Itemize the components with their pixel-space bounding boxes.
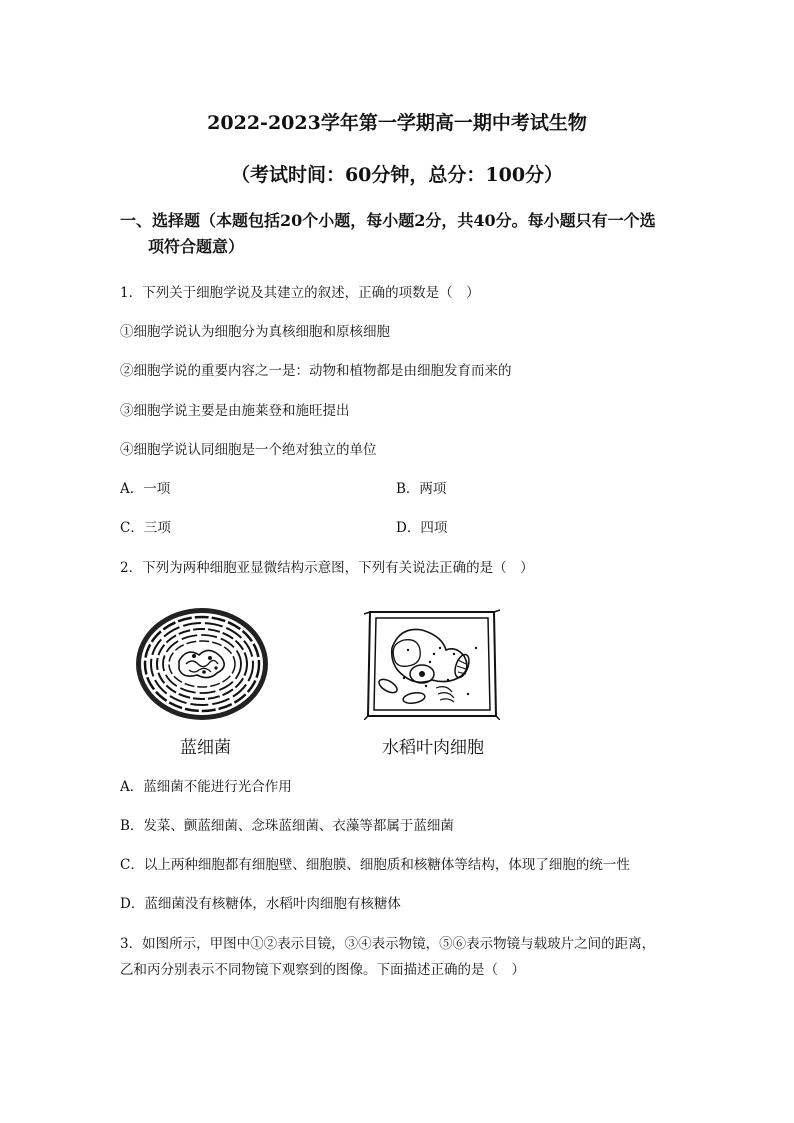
rice-mesophyll-cell-figure [364, 608, 500, 720]
section-heading-line2: 项符合题意） [148, 237, 245, 256]
exam-info: （考试时间：60分钟，总分：100分） [230, 164, 564, 186]
q2-option-b: B．发菜、颤蓝细菌、念珠蓝细菌、衣藻等都属于蓝细菌 [120, 818, 454, 834]
q1-stem: 1．下列关于细胞学说及其建立的叙述，正确的项数是（ ） [120, 285, 480, 301]
q1-statement-3: ③细胞学说主要是由施莱登和施旺提出 [120, 403, 350, 419]
figure-label-cyanobacterium: 蓝细菌 [180, 738, 231, 758]
q1-statement-2: ②细胞学说的重要内容之一是：动物和植物都是由细胞发育而来的 [120, 363, 512, 379]
q2-stem: 2．下列为两种细胞亚显微结构示意图，下列有关说法正确的是（ ） [120, 560, 534, 576]
q1-option-d: D．四项 [396, 520, 448, 536]
q1-statement-1: ①细胞学说认为细胞分为真核细胞和原核细胞 [120, 324, 390, 340]
cyanobacterium-figure [134, 606, 270, 722]
section-heading-line1: 一、选择题（本题包括20个小题，每小题2分，共40分。每小题只有一个选 [120, 211, 656, 230]
q2-option-d: D．蓝细菌没有核糖体，水稻叶肉细胞有核糖体 [120, 896, 401, 912]
q1-option-b: B．两项 [396, 481, 447, 497]
q2-option-a: A．蓝细菌不能进行光合作用 [120, 779, 292, 795]
q1-option-c: C．三项 [120, 520, 171, 536]
q3-stem-line2: 乙和丙分别表示不同物镜下观察到的图像。下面描述正确的是（ ） [120, 962, 525, 978]
page-title: 2022-2023学年第一学期高一期中考试生物 [207, 112, 587, 134]
q1-option-a: A．一项 [120, 481, 171, 497]
q1-statement-4: ④细胞学说认同细胞是一个绝对独立的单位 [120, 442, 377, 458]
figure-label-rice-cell: 水稻叶肉细胞 [382, 738, 484, 758]
q3-stem-line1: 3．如图所示，甲图中①②表示目镜，③④表示物镜，⑤⑥表示物镜与载玻片之间的距离， [120, 936, 656, 952]
q2-option-c: C．以上两种细胞都有细胞壁、细胞膜、细胞质和核糖体等结构，体现了细胞的统一性 [120, 857, 630, 873]
